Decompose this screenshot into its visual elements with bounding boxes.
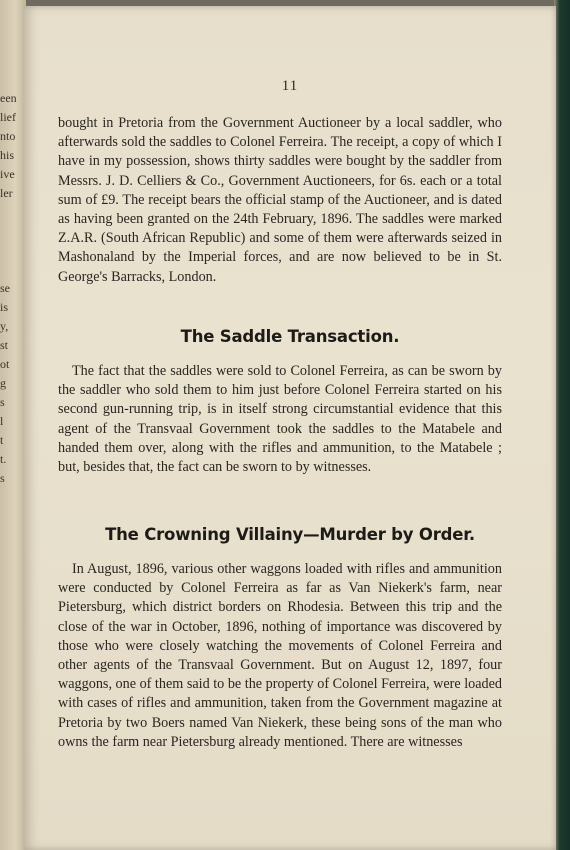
facing-page-fragment: is bbox=[0, 300, 9, 314]
facing-page-fragment: ler bbox=[0, 186, 13, 200]
facing-page-fragment: his bbox=[0, 148, 15, 162]
facing-page-fragment: ot bbox=[0, 357, 10, 371]
facing-page-fragment: st bbox=[0, 338, 9, 352]
facing-page-fragment: nto bbox=[0, 129, 16, 143]
facing-page-fragment: g bbox=[0, 376, 6, 390]
page-number: 11 bbox=[281, 78, 299, 94]
facing-page-fragment: t bbox=[0, 433, 4, 447]
facing-page-fragment: s bbox=[0, 395, 5, 409]
book-page bbox=[24, 6, 556, 850]
facing-page-fragment: ive bbox=[0, 167, 15, 181]
facing-page-fragment: l bbox=[0, 414, 4, 428]
heading-saddle-transaction: The Saddle Transaction. bbox=[180, 327, 400, 346]
paragraph-saddle-transaction: The fact that the saddles were sold to Colonel Ferreira, as can be sworn by the saddler who sold them to him just before Colonel Ferreira started on his second gun-running trip, is in itself strong circumstantial evidence that this agent of the Transvaal Government took the saddles to the Matabele and handed them over, along with the rifles and ammunition, to the Matabele ; but, besides that, the fact can be sworn to by witnesses. bbox=[58, 363, 502, 476]
paragraph-intro: bought in Pretoria from the Government Auctioneer by a local saddler, who afterwards sold the saddles to Colonel Ferreira. The receipt, a copy of which I have in my possession, shows thirty saddles were bought by the saddler from Messrs. J. D. Celliers & Co., Government Auctioneers, for 6s. each or a total sum of £9. The receipt bears the official stamp of the Auctioneer, and is dated as having been granted on the 24th February, 1896. The saddles were marked Z.A.R. (South African Republic) and some of them were afterwards seized in Mashonaland by the Imperial forces, and are now believed to be in St. George's Barracks, London. bbox=[58, 115, 502, 285]
facing-page-fragment: y, bbox=[0, 319, 9, 333]
facing-page-edge bbox=[0, 0, 26, 850]
facing-page-fragment: t. bbox=[0, 452, 7, 466]
facing-page-fragment: een bbox=[0, 91, 17, 105]
paragraph-crowning-villainy: In August, 1896, various other waggons loaded with rifles and ammunition were conducted by Colonel Ferreira as far as Van Niekerk's farm, near Pietersburg, which district borders on Rhodesia. Between this trip and the close of the war in October, 1896, nothing of importance was discovered by those who were closely watching the movements of Colonel Ferreira and other agents of the Transvaal Government. But on August 12, 1897, four waggons, one of them said to be the property of Colonel Ferreira, were loaded with cases of rifles and ammunition, taken from the Government magazine at Pretoria by two Boers named Van Niekerk, these being sons of the man who owns the farm near Pietersburg already mentioned. There are witnesses bbox=[58, 561, 503, 750]
heading-crowning-villainy: The Crowning Villainy—Murder by Order. bbox=[105, 525, 475, 544]
facing-page-fragment: lief bbox=[0, 110, 16, 124]
facing-page-fragment: s bbox=[0, 471, 5, 485]
facing-page-fragment: se bbox=[0, 281, 10, 295]
book-binding bbox=[554, 0, 570, 850]
